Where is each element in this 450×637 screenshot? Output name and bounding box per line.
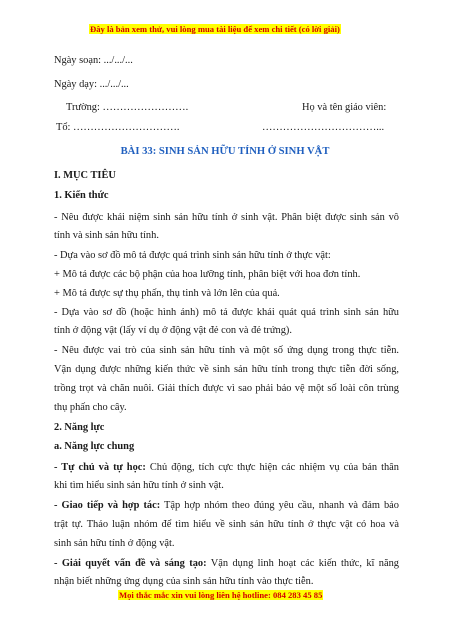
kien-thuc-line-2: tính và sinh sản hữu tính. (54, 230, 159, 241)
chung-line-4: trật tự. Thảo luận nhóm để tìm hiểu về sinh sản hữu tính ở thực vật có hoa và (54, 519, 399, 530)
kien-thuc-line-1: - Nêu được khái niệm sinh sản hữu tính ở sinh vật. Phân biệt được sinh sản vô (54, 212, 399, 223)
hotline-banner: Mọi thắc mắc xin vui lòng liên hệ hotline: 084 283 45 85 (119, 590, 323, 600)
kien-thuc-line-4: + Mô tả được các bộ phận của hoa lưỡng tính, phân biệt với hoa đơn tính. (54, 269, 361, 280)
section-muc-tieu: I. MỤC TIÊU (54, 170, 116, 181)
chung-line-5: sinh sản hữu tính ở động vật. (54, 538, 175, 549)
section-nang-luc-chung: a. Năng lực chung (54, 441, 135, 452)
truong-label: Trường: ……………………. (66, 102, 189, 113)
kien-thuc-line-8: - Nêu được vai trò của sinh sản hữu tính và một số ứng dụng trong thực tiễn. (54, 345, 399, 356)
preview-notice-banner: Đây là bản xem thử, vui lòng mua tài liệu để xem chi tiết (có lời giải) (90, 24, 340, 34)
kien-thuc-line-11: thụ phấn cho cây. (54, 402, 127, 413)
section-nang-luc: 2. Năng lực (54, 422, 105, 433)
chung-line-1: - Tự chủ và tự học: Chủ động, tích cực thực hiện các nhiệm vụ của bản thân (54, 462, 399, 473)
chung-line-3: - Giao tiếp và hợp tác: Tập hợp nhóm theo đúng yêu cầu, nhanh và đảm bảo (54, 500, 399, 511)
section-kien-thuc: 1. Kiến thức (54, 190, 109, 201)
chung-line-6: - Giải quyết vấn đề và sáng tạo: Vận dụng linh hoạt các kiến thức, kĩ năng (54, 558, 400, 569)
ngay-day: Ngày dạy: .../.../... (54, 79, 129, 90)
to-label: Tổ: …………………………. (56, 122, 180, 133)
kien-thuc-line-9: Vận dụng được những kiến thức về sinh sản hữu tính trong thực tiễn đời sống, (54, 364, 399, 375)
lesson-title: BÀI 33: SINH SẢN HỮU TÍNH Ở SINH VẬT (120, 146, 330, 157)
kien-thuc-line-10: trồng trọt và chăn nuôi. Giải thích được vì sao phải bảo vệ một số loài côn trùng (54, 383, 399, 394)
chung-line-7: nhận biết những ứng dụng của sinh sản hữu tính vào thực tiễn. (54, 576, 314, 587)
kien-thuc-line-6: - Dựa vào sơ đồ (hoặc hình ảnh) mô tả được khái quát quá trình sinh sản hữu (54, 307, 399, 318)
ngay-soan: Ngày soạn: .../.../... (54, 55, 133, 66)
to-dots: ……………………………... (262, 122, 385, 133)
kien-thuc-line-7: tính ở động vật (lấy ví dụ ở động vật đẻ con và đẻ trứng). (54, 325, 292, 336)
kien-thuc-line-5: + Mô tả được sự thụ phấn, thụ tinh và lớn lên của quả. (54, 288, 280, 299)
giao-vien-label: Họ và tên giáo viên: (302, 102, 387, 113)
chung-line-2: khi tìm hiểu sinh sản hữu tính ở sinh vật. (54, 480, 224, 491)
kien-thuc-line-3: - Dựa vào sơ đồ mô tả được quá trình sinh sản hữu tính ở thực vật: (54, 250, 331, 261)
